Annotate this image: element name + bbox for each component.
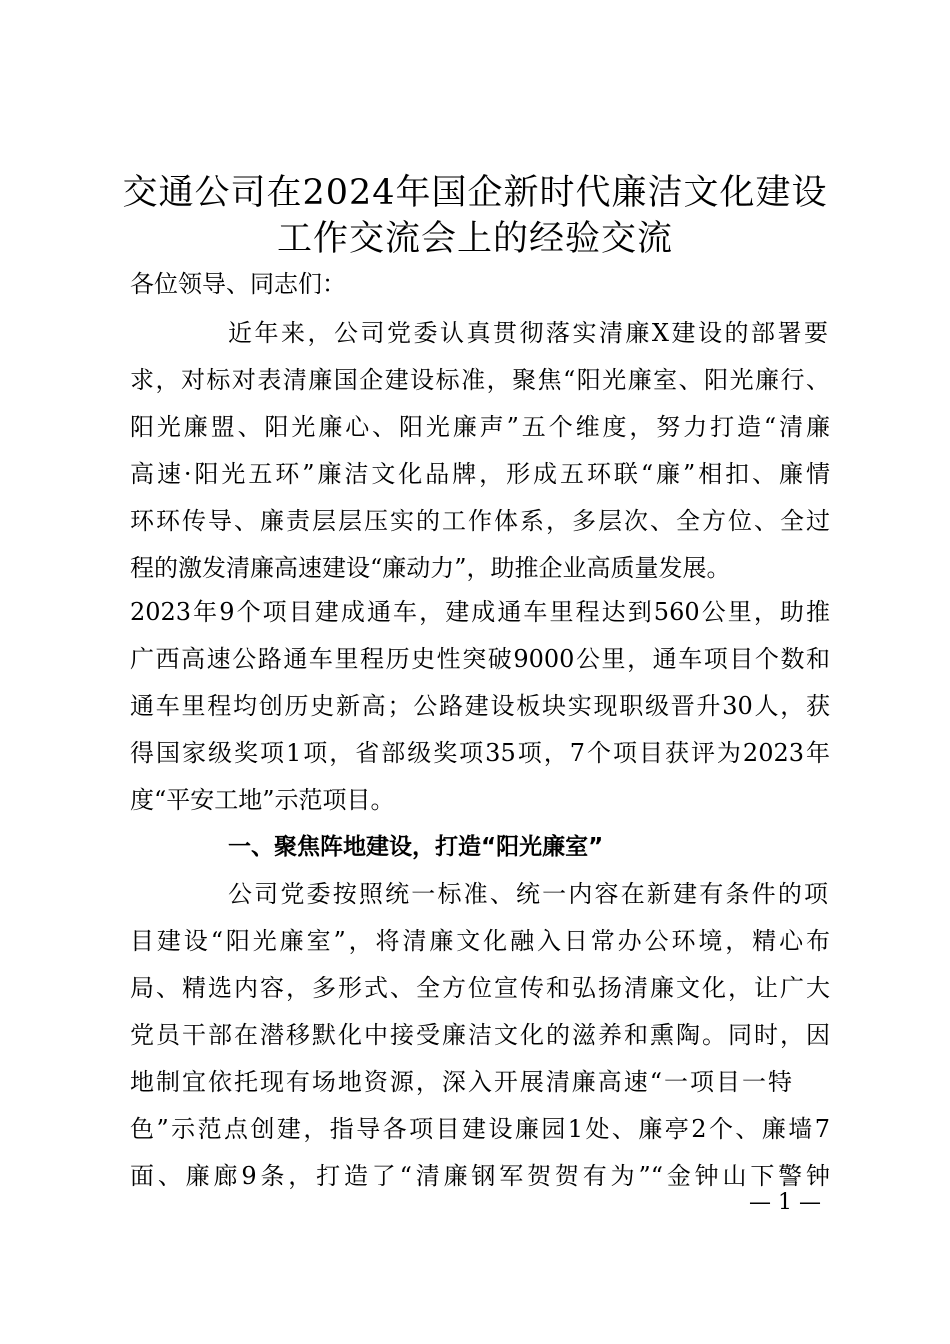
paragraph-line: 环环传导、廉责层层压实的工作体系，多层次、全方位、全过	[130, 507, 830, 535]
page-number: — 1 —	[749, 1190, 821, 1215]
paragraph-line: 面、廉廊9条，打造了“清廉钢军贺贺有为”“金钟山下警钟	[130, 1162, 830, 1190]
paragraph-line: 程的激发清廉高速建设“廉动力”，助推企业高质量发展。	[130, 554, 731, 582]
paragraph-line: 度“平安工地”示范项目。	[130, 786, 395, 814]
paragraph-line: 公司党委按照统一标准、统一内容在新建有条件的项	[228, 880, 828, 908]
paragraph-line: 通车里程均创历史新高；公路建设板块实现职级晋升30人，获	[130, 692, 830, 720]
document-title-line-1: 交通公司在2024年国企新时代廉洁文化建设	[122, 173, 828, 213]
paragraph-line: 近年来，公司党委认真贯彻落实清廉X建设的部署要	[228, 319, 828, 347]
paragraph-line: 党员干部在潜移默化中接受廉洁文化的滋养和熏陶。同时，因	[130, 1021, 830, 1049]
paragraph-line: 求，对标对表清廉国企建设标准，聚焦“阳光廉室、阳光廉行、	[130, 366, 830, 394]
paragraph-line: 得国家级奖项1项，省部级奖项35项，7个项目获评为2023年	[130, 739, 830, 767]
section-heading: 一、聚焦阵地建设，打造“阳光廉室”	[228, 834, 604, 860]
paragraph-line: 局、精选内容，多形式、全方位宣传和弘扬清廉文化，让广大	[130, 974, 830, 1002]
paragraph-line: 2023年9个项目建成通车，建成通车里程达到560公里，助推	[130, 598, 830, 626]
paragraph-line: 目建设“阳光廉室”，将清廉文化融入日常办公环境，精心布	[130, 927, 830, 955]
paragraph-line: 阳光廉盟、阳光廉心、阳光廉声”五个维度，努力打造“清廉	[130, 413, 830, 441]
paragraph-line: 高速·阳光五环”廉洁文化品牌，形成五环联“廉”相扣、廉情	[130, 460, 830, 488]
paragraph-line: 地制宜依托现有场地资源，深入开展清廉高速“一项目一特	[130, 1068, 792, 1096]
paragraph-line: 广西高速公路通车里程历史性突破9000公里，通车项目个数和	[130, 645, 830, 673]
salutation: 各位领导、同志们：	[130, 270, 346, 298]
document-title-line-2: 工作交流会上的经验交流	[276, 219, 673, 259]
paragraph-line: 色”示范点创建，指导各项目建设廉园1处、廉亭2个、廉墙7	[130, 1115, 830, 1143]
